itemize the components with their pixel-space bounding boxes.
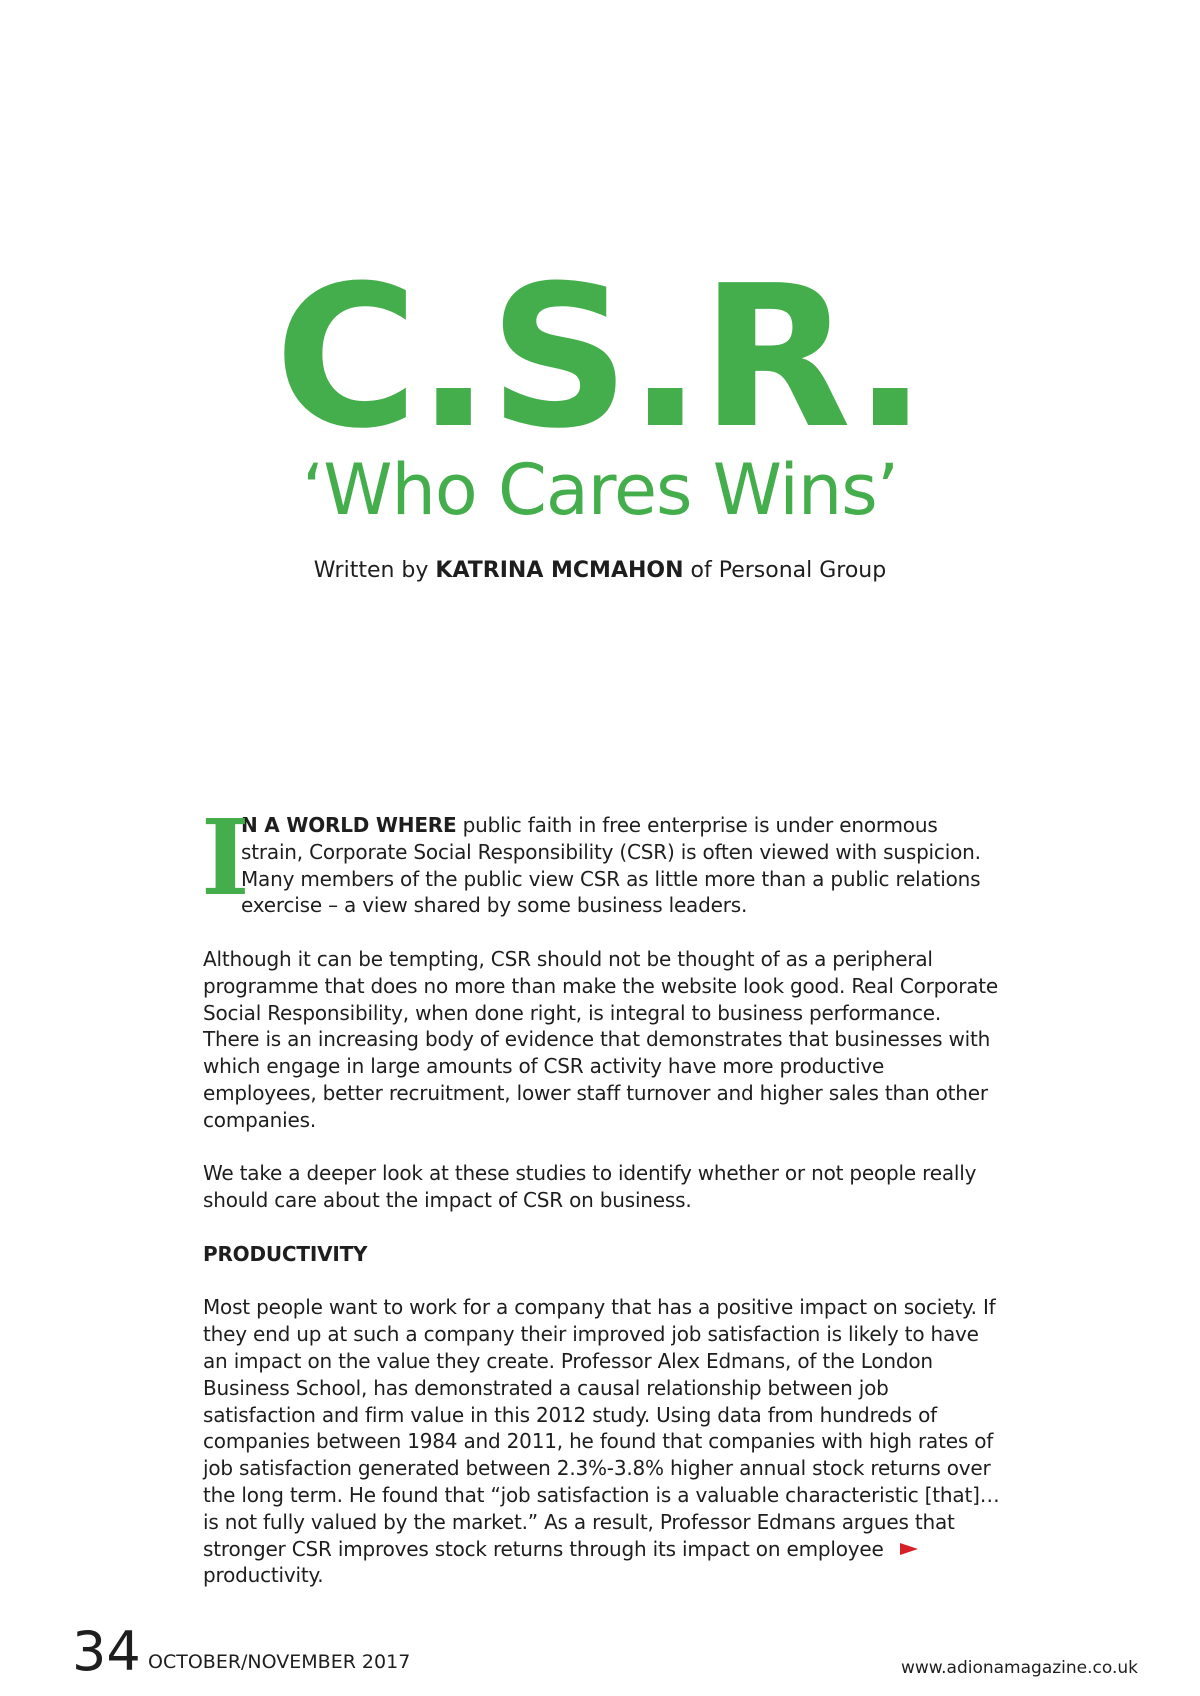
page-subtitle: ‘Who Cares Wins’ — [302, 449, 898, 531]
title-block — [0, 244, 1200, 532]
intro-text: public faith in free enterprise is under enormous strain, Corporate Social Responsibility (CSR) is often viewed with suspicion. Many members of the public view CSR as little more than a public relations exercise – a view shared by some business leaders. — [241, 813, 981, 918]
intro-paragraph — [201, 796, 1003, 919]
issue-date: OCTOBER/NOVEMBER 2017 — [148, 1651, 411, 1673]
page-title: C.S.R. — [274, 244, 926, 472]
section-heading: PRODUCTIVITY — [203, 1241, 368, 1266]
body-paragraph: Although it can be tempting, CSR should not be thought of as a peripheral programme that does no more than make the website look good. Real Corporate Social Responsibility, when done right, is integral to business performance. There is an increasing body of evidence that demonstrates that businesses with which engage in large amounts of CSR activity have more productive employees, better recruitment, lower staff turnover and higher sales than other companies. — [203, 946, 999, 1132]
lead-caps: N A WORLD WHERE — [241, 813, 457, 837]
byline-prefix: Written by — [313, 558, 429, 583]
website-url: www.adionamagazine.co.uk — [900, 1658, 1138, 1678]
body-paragraph — [203, 1294, 1003, 1589]
body-text: Most people want to work for a company that has a positive impact on society. If they end up at such a company their improved job satisfaction is likely to have an impact on the value they create. Professor Alex Edmans, of the London Business School, has demonstrated a causal relationship between job satisfaction and firm value in this 2012 study. Using data from hundreds of companies between 1984 and 2011, he found that companies with high rates of job satisfaction generated between 2.3%-3.8% higher annual stock returns over the long term. He found that “job satisfaction is a valuable characteristic [that]…is not fully valued by the market.” As a result, Professor Edmans argues that stronger CSR improves stock returns through its impact on employee — [203, 1295, 1000, 1561]
page-number: 34 — [72, 1620, 141, 1683]
author-name: KATRINA MCMAHON — [435, 558, 684, 583]
byline-suffix: of Personal Group — [690, 558, 887, 583]
body-paragraph: We take a deeper look at these studies to identify whether or not people really should care about the impact of CSR on business. — [203, 1161, 977, 1213]
drop-cap: I — [201, 796, 250, 919]
body-text-end: productivity. — [203, 1563, 324, 1588]
article-body — [201, 796, 1003, 1616]
continue-arrow-icon — [900, 1543, 918, 1555]
byline — [0, 556, 1200, 586]
